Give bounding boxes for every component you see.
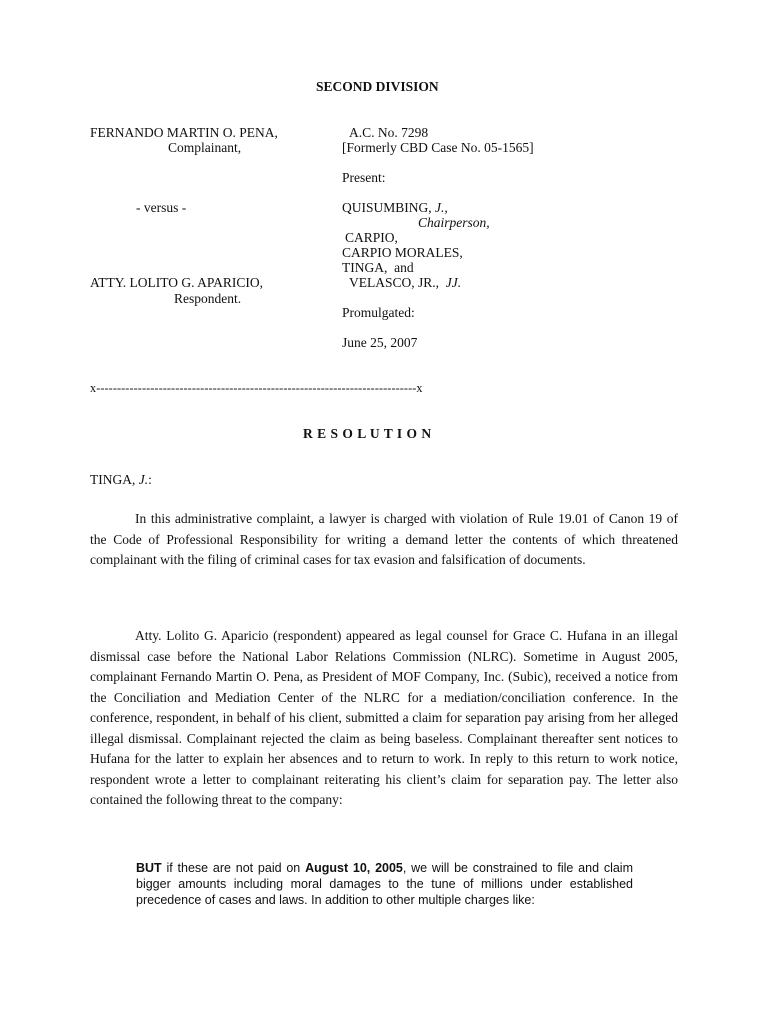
ponente-colon: : <box>148 472 152 487</box>
quote-bold-date: August 10, 2005 <box>305 861 403 875</box>
complainant-name: FERNANDO MARTIN O. PENA, <box>90 125 278 140</box>
justice-quisumbing <box>342 200 448 216</box>
ponente <box>90 472 152 488</box>
versus-label: - versus - <box>136 200 187 215</box>
justice-quisumbing-suffix: J., <box>435 200 448 215</box>
block-quote <box>136 860 633 908</box>
justice-tinga: TINGA, and <box>342 260 414 275</box>
chairperson-label <box>418 215 490 231</box>
formerly-case-number: [Formerly CBD Case No. 05-1565] <box>342 140 534 155</box>
case-number: A.C. No. 7298 <box>349 125 429 140</box>
division-heading: SECOND DIVISION <box>316 79 439 94</box>
quote-text-1: if these are not paid on <box>161 861 306 875</box>
justice-velasco-name: VELASCO, JR., <box>349 275 440 290</box>
respondent-role: Respondent. <box>174 291 242 306</box>
paragraph-2: Atty. Lolito G. Aparicio (respondent) appeared as legal counsel for Grace C. Hufana in an illegal dismissal case before the National Labor Relations Commission (NLRC). Sometime in August 2005, complainant Fernando Martin O. Pena, as President of MOF Company, Inc. (Subic), received a notice from the Conciliation and Mediation Center of the NLRC for a mediation/conciliation conference. In the conference, respondent, in behalf of his client, submitted a claim for separation pay arising from her alleged illegal dismissal. Complainant rejected the claim as being baseless. Complainant thereafter sent notices to Hufana for the latter to explain her absences and to return to work. In reply to this return to work notice, respondent wrote a letter to complainant reiterating his client’s claim for separation pay. The letter also contained the following threat to the company: <box>90 628 678 807</box>
resolution-title: R E S O L U T I O N <box>303 426 432 441</box>
separator-line: x-----------------------------------------------------------------------------x <box>90 381 423 395</box>
chairperson-text: Chairperson, <box>418 215 490 230</box>
justice-velasco-suffix: JJ. <box>445 275 462 290</box>
present-label: Present: <box>342 170 386 185</box>
paragraph-1: In this administrative complaint, a lawyer is charged with violation of Rule 19.01 of Canon 19 of the Code of Professional Responsibility for writing a demand letter the contents of which threatened complainant with the filing of criminal cases for tax evasion and falsification of documents. <box>90 511 678 567</box>
justice-velasco <box>349 275 461 291</box>
complainant-role: Complainant, <box>168 140 242 155</box>
promulgated-date: June 25, 2007 <box>342 335 418 350</box>
justice-carpio: CARPIO, <box>345 230 398 245</box>
ponente-suffix: J. <box>138 472 149 487</box>
justice-carpio-morales: CARPIO MORALES, <box>342 245 463 260</box>
ponente-name: TINGA, <box>90 472 136 487</box>
justice-quisumbing-name: QUISUMBING, <box>342 200 432 215</box>
quote-text-2: , we will be constrained to file and claim bigger amounts including moral damages to the tune of millions under established precedence of cases and laws. In addition to other multiple charges like: <box>136 861 633 907</box>
promulgated-label: Promulgated: <box>342 305 415 320</box>
quote-bold-but: BUT <box>136 861 162 875</box>
respondent-name: ATTY. LOLITO G. APARICIO, <box>90 275 264 290</box>
